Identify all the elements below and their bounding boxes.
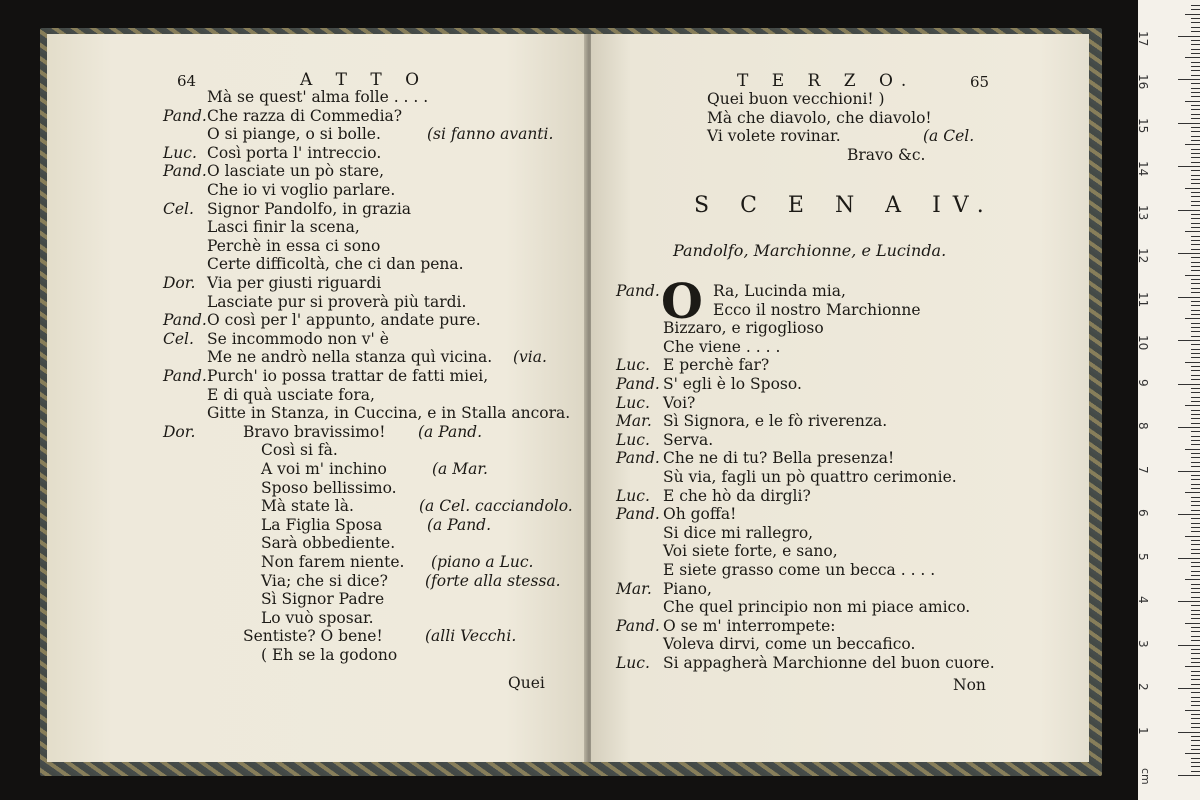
ruler-tick [1191,658,1200,659]
speaker-name: Cel. [163,199,194,218]
ruler-tick [1191,136,1200,137]
ruler-tick [1191,379,1200,380]
verse-line: Lo vuò sposar. [261,608,374,627]
ruler-tick [1191,571,1200,572]
ruler-tick [1191,388,1200,389]
ruler-tick [1191,418,1200,419]
ruler-tick [1191,605,1200,606]
verse-line: Voi siete forte, e sano, [663,542,838,561]
ruler-tick [1191,566,1200,567]
ruler-tick [1191,270,1200,271]
ruler-tick [1191,131,1200,132]
ruler-tick [1185,101,1200,102]
ruler-tick [1191,684,1200,685]
verse-line: O così per l' appunto, andate pure. [207,311,481,330]
ruler-tick [1191,597,1200,598]
ruler-tick [1178,558,1200,559]
ruler-tick [1191,227,1200,228]
verse-line: Ecco il nostro Marchionne [713,300,921,319]
ruler-tick [1191,31,1200,32]
ruler-label: 14 [1136,161,1150,177]
ruler-tick [1191,649,1200,650]
ruler-tick [1191,323,1200,324]
ruler-tick [1191,127,1200,128]
verse-line: O si piange, o si bolle. [207,125,381,144]
speaker-name: Pand. [616,505,660,524]
ruler-tick [1191,223,1200,224]
ruler-tick [1191,53,1200,54]
ruler-tick [1185,188,1200,189]
ruler-tick [1191,749,1200,750]
ruler-tick [1185,14,1200,15]
ruler-tick [1191,22,1200,23]
verse-line: Via per giusti riguardi [207,274,382,292]
speaker-name: Pand. [163,106,207,125]
speaker-name: Dor. [163,422,196,441]
stage-direction: (a Cel. cacciandolo. [419,497,573,516]
scene-characters: Pandolfo, Marchionne, e Lucinda. [673,241,947,260]
ruler-tick [1191,288,1200,289]
ruler-tick [1191,610,1200,611]
ruler-tick [1191,401,1200,402]
speaker-name: Pand. [616,282,660,300]
ruler-tick [1185,666,1200,667]
speaker-name: Pand. [163,311,207,330]
stage-direction: (a Pand. [418,422,483,441]
ruler-tick [1178,166,1200,167]
ruler-tick [1191,653,1200,654]
right-page [591,34,1089,762]
verse-line: Ra, Lucinda mia, [713,282,846,300]
verse-line: Voleva dirvi, come un beccafico. [663,635,916,654]
ruler-tick [1191,549,1200,550]
ruler-tick [1191,397,1200,398]
ruler-tick [1178,427,1200,428]
ruler-tick [1191,244,1200,245]
ruler-tick [1191,766,1200,767]
speaker-name: Luc. [616,654,650,672]
verse-line: E di quà usciate fora, [207,385,375,404]
verse-line: Sì Signora, e le fò riverenza. [663,412,888,431]
ruler-tick [1191,118,1200,119]
ruler-tick [1191,575,1200,576]
ruler-tick [1191,740,1200,741]
ruler-tick [1191,153,1200,154]
ruler-tick [1191,462,1200,463]
ruler-tick [1191,257,1200,258]
ruler-tick [1191,170,1200,171]
ruler-tick [1191,718,1200,719]
verse-line: ( Eh se la godono [261,646,398,664]
ruler-label: 15 [1136,117,1150,133]
ruler-tick [1191,562,1200,563]
ruler-tick [1185,536,1200,537]
ruler-tick [1191,553,1200,554]
drop-cap: O [661,274,703,330]
stage-direction: (a Cel. [923,127,975,146]
ruler-tick [1191,544,1200,545]
ruler-tick [1178,645,1200,646]
ruler-tick [1191,5,1200,6]
ruler-tick [1185,623,1200,624]
ruler-tick [1191,457,1200,458]
ruler-tick [1191,183,1200,184]
ruler-tick [1191,679,1200,680]
stage-direction: (forte alla stessa. [425,571,561,590]
ruler-tick [1191,162,1200,163]
verse-line: Così porta l' intreccio. [207,143,382,162]
verse-line: Signor Pandolfo, in grazia [207,199,412,218]
ruler-tick [1178,688,1200,689]
ruler-tick [1191,344,1200,345]
running-head: T E R Z O. [737,71,916,91]
verse-line: E che hò da dirgli? [663,486,811,505]
ruler-tick [1185,449,1200,450]
verse-line: S' egli è lo Sposo. [663,375,802,393]
ruler-tick [1191,236,1200,237]
ruler-tick [1191,627,1200,628]
ruler-tick [1191,140,1200,141]
ruler-tick [1178,601,1200,602]
verse-line: Sù via, fagli un pò quattro cerimonie. [663,468,957,486]
ruler-tick [1178,210,1200,211]
speaker-name: Cel. [163,329,194,348]
verse-line: Che razza di Commedia? [207,106,403,125]
speaker-name: Mar. [616,412,652,431]
ruler-tick [1191,662,1200,663]
verse-line: Quei buon vecchioni! ) [707,90,885,108]
ruler-tick [1191,192,1200,193]
ruler-tick [1191,279,1200,280]
verse-line: Mà state là. [261,497,354,516]
ruler-tick [1191,70,1200,71]
verse-line: Lasci finir la scena, [207,218,360,237]
ruler-tick [1191,83,1200,84]
ruler-label: 16 [1136,74,1150,90]
stage-direction: (piano a Luc. [431,553,534,571]
ruler-tick [1191,49,1200,50]
stage-direction: (a Pand. [427,515,492,534]
ruler-tick [1191,201,1200,202]
stage-direction: (via. [513,348,547,367]
speaker-name: Luc. [616,393,650,412]
verse-line: Bizzaro, e rigoglioso [663,319,824,338]
ruler-tick [1191,505,1200,506]
ruler-tick [1178,253,1200,254]
verse-line: Non farem niente. [261,553,405,571]
speaker-name: Pand. [616,616,660,635]
ruler-tick [1191,410,1200,411]
ruler-tick [1191,96,1200,97]
ruler-label: 5 [1136,552,1150,561]
ruler-tick [1191,353,1200,354]
ruler-tick [1191,705,1200,706]
ruler-tick [1185,362,1200,363]
ruler-tick [1191,249,1200,250]
ruler-tick [1191,262,1200,263]
verse-line: Mà che diavolo, che diavolo! [707,108,932,127]
ruler-tick [1185,275,1200,276]
ruler-tick [1191,636,1200,637]
ruler-tick [1191,614,1200,615]
verse-line: Che io vi voglio parlare. [207,181,396,199]
ruler-label: 10 [1136,335,1150,351]
ruler-tick [1191,75,1200,76]
verse-line: Vi volete rovinar. [707,127,841,146]
ruler-tick [1191,475,1200,476]
ruler-tick [1191,762,1200,763]
page-number: 65 [970,73,990,91]
ruler-tick [1191,588,1200,589]
left-page [47,34,587,762]
ruler-tick [1191,510,1200,511]
verse-line: Si appagherà Marchionne del buon cuore. [663,654,995,672]
ruler-tick [1191,527,1200,528]
ruler-tick [1191,479,1200,480]
measuring-ruler [1138,0,1200,800]
ruler-tick [1191,327,1200,328]
ruler-tick [1191,18,1200,19]
ruler-tick [1185,710,1200,711]
ruler-tick [1191,336,1200,337]
ruler-tick [1191,440,1200,441]
ruler-tick [1191,714,1200,715]
ruler-tick [1191,771,1200,772]
ruler-tick [1191,431,1200,432]
ruler-label: 3 [1136,639,1150,648]
verse-line: O lasciate un pò stare, [207,162,385,181]
ruler-tick [1191,497,1200,498]
ruler-tick [1191,310,1200,311]
verse-line: A voi m' inchino [261,460,387,478]
ruler-tick [1191,736,1200,737]
ruler-label: 4 [1136,596,1150,604]
verse-line: Purch' io possa trattar de fatti miei, [207,367,489,385]
speaker-name: Luc. [616,356,650,375]
speaker-name: Luc. [616,486,650,505]
verse-line: Oh goffa! [663,505,737,524]
verse-line: La Figlia Sposa [261,515,383,534]
ruler-tick [1191,44,1200,45]
ruler-tick [1191,305,1200,306]
ruler-tick [1191,444,1200,445]
ruler-tick [1185,144,1200,145]
ruler-tick [1191,675,1200,676]
verse-line: Sì Signor Padre [261,590,385,609]
ruler-tick [1178,297,1200,298]
speaker-name: Pand. [616,449,660,468]
ruler-tick [1191,697,1200,698]
verse-line: Sarà obbediente. [261,534,396,553]
ruler-tick [1178,471,1200,472]
ruler-tick [1191,692,1200,693]
ruler-tick [1191,540,1200,541]
ruler-label: 12 [1136,248,1150,264]
verse-line: Via; che si dice? [261,571,388,590]
ruler-tick [1191,88,1200,89]
ruler-tick [1191,218,1200,219]
ruler-tick [1178,732,1200,733]
verse-line: Sentiste? O bene! [243,627,383,646]
ruler-tick [1191,758,1200,759]
verse-line: E siete grasso come un becca . . . . [663,561,936,579]
ruler-tick [1191,214,1200,215]
ruler-tick [1191,314,1200,315]
ruler-tick [1191,301,1200,302]
ruler-tick [1191,723,1200,724]
ruler-label: 7 [1136,465,1150,474]
ruler-tick [1191,453,1200,454]
speaker-name: Pand. [616,375,660,393]
ruler-tick [1191,727,1200,728]
ruler-tick [1191,423,1200,424]
verse-line: Che quel principio non mi piace amico. [663,598,971,617]
verse-line: Bravo &c. [847,145,926,164]
ruler-tick [1191,331,1200,332]
verse-line: Sposo bellissimo. [261,478,397,497]
ruler-tick [1191,584,1200,585]
ruler-tick [1191,618,1200,619]
ruler-tick [1191,205,1200,206]
ruler-tick [1191,484,1200,485]
ruler-tick [1191,283,1200,284]
ruler-label: 9 [1136,378,1150,387]
ruler-tick [1191,157,1200,158]
ruler-tick [1191,631,1200,632]
ruler-tick [1191,466,1200,467]
scene-title: S C E N A IV. [694,193,996,218]
verse-line: Mà se quest' alma folle . . . . [207,88,429,106]
ruler-tick [1178,384,1200,385]
ruler-tick [1191,501,1200,502]
ruler-tick [1191,671,1200,672]
ruler-tick [1178,123,1200,124]
ruler-tick [1191,370,1200,371]
verse-line: Voi? [663,393,696,412]
ruler-tick [1191,40,1200,41]
catchword: Quei [508,674,545,692]
ruler-tick [1191,745,1200,746]
ruler-tick [1191,149,1200,150]
verse-line: Piano, [663,579,712,598]
stage-direction: (alli Vecchi. [425,627,517,646]
ruler-tick [1191,240,1200,241]
ruler-tick [1191,592,1200,593]
running-head: A T T O [300,70,429,90]
verse-line: Me ne andrò nella stanza quì vicina. [207,348,493,367]
ruler-tick [1191,488,1200,489]
ruler-tick [1191,92,1200,93]
speaker-name: Mar. [616,579,652,598]
stage-direction: (si fanno avanti. [427,125,554,144]
speaker-name: Luc. [616,430,650,449]
ruler-tick [1191,518,1200,519]
ruler-tick [1191,175,1200,176]
ruler-label: 11 [1136,291,1150,307]
ruler-tick [1191,392,1200,393]
verse-line: Serva. [663,430,714,449]
ruler-tick [1191,436,1200,437]
ruler-tick [1191,701,1200,702]
catchword: Non [953,676,986,694]
ruler-tick [1191,357,1200,358]
ruler-tick [1185,753,1200,754]
ruler-tick [1178,775,1200,776]
verse-line: Gitte in Stanza, in Cuccina, e in Stalla ancora. [207,404,571,423]
ruler-tick [1191,114,1200,115]
speaker-name: Pand. [163,162,207,181]
ruler-label: 13 [1136,204,1150,220]
ruler-tick [1191,9,1200,10]
stage-direction: (a Mar. [432,460,488,478]
ruler-tick [1178,36,1200,37]
verse-line: Certe difficoltà, che ci dan pena. [207,255,464,274]
ruler-tick [1191,109,1200,110]
ruler-tick [1191,523,1200,524]
verse-line: Se incommodo non v' è [207,329,389,348]
verse-line: Che ne di tu? Bella presenza! [663,449,895,468]
ruler-tick [1191,366,1200,367]
ruler-tick [1191,196,1200,197]
ruler-tick [1185,579,1200,580]
ruler-tick [1191,179,1200,180]
ruler-tick [1185,318,1200,319]
ruler-tick [1185,231,1200,232]
ruler-tick [1185,405,1200,406]
ruler-label: 2 [1136,683,1150,691]
ruler-tick [1178,340,1200,341]
ruler-tick [1191,640,1200,641]
verse-line: Così si fà. [261,441,338,460]
ruler-label: 17 [1136,30,1150,46]
ruler-tick [1178,514,1200,515]
ruler-tick [1191,349,1200,350]
ruler-tick [1191,375,1200,376]
ruler-tick [1191,66,1200,67]
verse-line: E perchè far? [663,356,770,375]
ruler-tick [1185,57,1200,58]
ruler-tick [1191,27,1200,28]
ruler-tick [1191,292,1200,293]
ruler-label: 1 [1136,726,1150,735]
ruler-tick [1191,266,1200,267]
ruler-tick [1191,62,1200,63]
verse-line: Perchè in essa ci sono [207,236,381,255]
verse-line: Lasciate pur si proverà più tardi. [207,292,467,311]
verse-line: Che viene . . . . [663,337,781,356]
speaker-name: Luc. [163,143,197,162]
ruler-tick [1191,414,1200,415]
ruler-unit: cm [1139,768,1152,785]
ruler-tick [1191,531,1200,532]
speaker-name: Pand. [163,367,207,385]
ruler-label: 6 [1136,509,1150,517]
verse-line: O se m' interrompete: [663,616,836,635]
verse-line: Bravo bravissimo! [243,422,386,441]
ruler-label: 8 [1136,422,1150,430]
ruler-tick [1185,492,1200,493]
verse-line: Si dice mi rallegro, [663,523,814,542]
ruler-tick [1191,105,1200,106]
page-number: 64 [177,72,197,90]
ruler-tick [1178,79,1200,80]
speaker-name: Dor. [163,274,196,292]
